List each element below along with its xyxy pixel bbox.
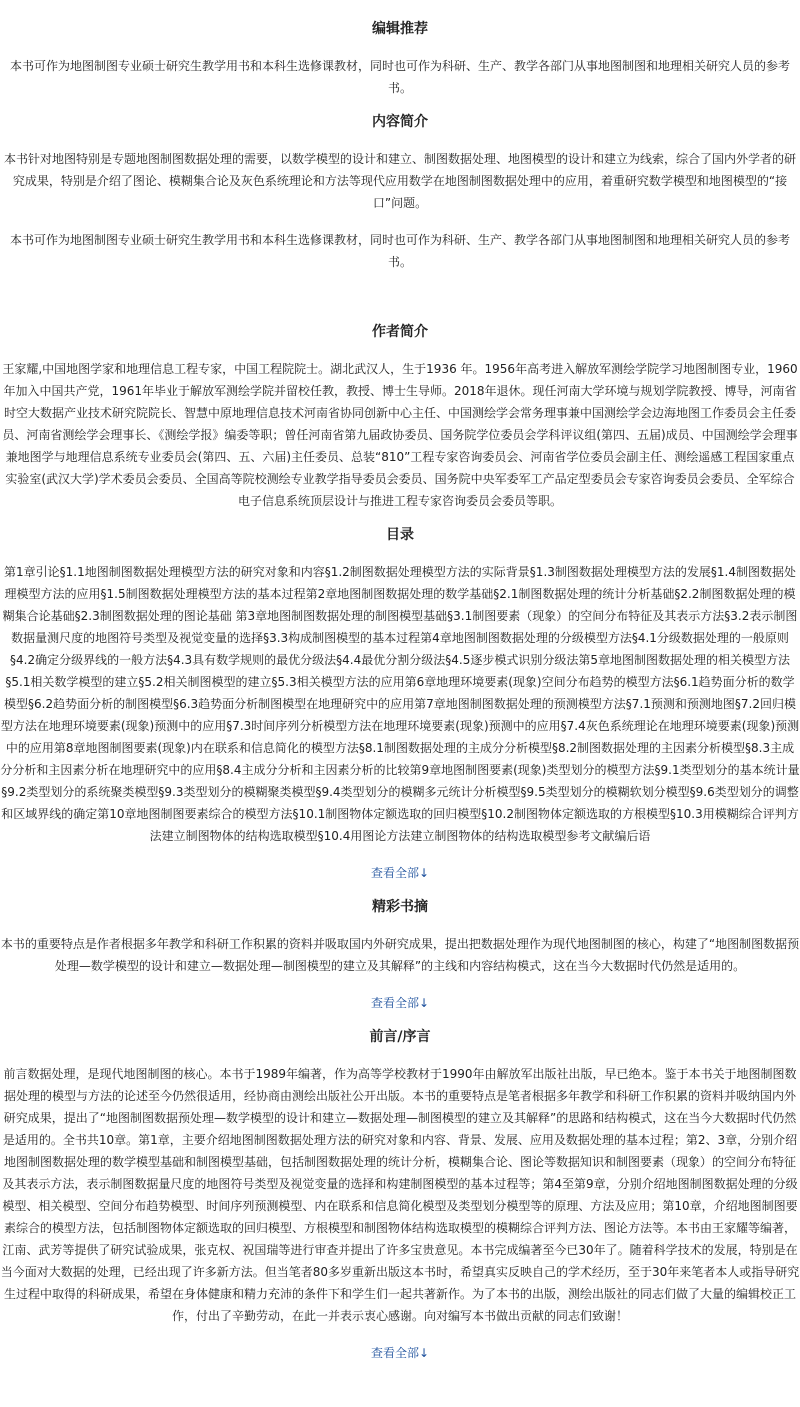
preface-section <box>0 1026 800 1364</box>
editor-recommend-title: 编辑推荐 <box>372 21 428 37</box>
content-intro-section <box>0 111 800 273</box>
table-of-contents-title: 目录 <box>386 527 414 543</box>
content-intro-title: 内容简介 <box>372 114 428 130</box>
preface-text: 前言数据处理，是现代地图制图的核心。本书于1989年编著，作为高等学校教材于1990年由解放军出版社出版，早已绝本。鉴于本书关于地图制图数据处理的模型与方法的论述至今仍然很适用，经协商由测绘出版社公开出版。本书的重要特点是笔者根据多年教学和科研工作积累的资料并吸纳国内外研究成果，提出了“地图制图数据预处理—数学模型的设计和建立—数据处理—制图模型的建立及其解释”的思路和结构模式，这在当今大数据时代仍然是适用的。全书共10章。第1章，主要介绍地图制图数据处理方法的研究对象和内容、背景、发展、应用及数据处理的基本过程；第2、3章，分别介绍地图制图数据处理的数学模型基础和制图模型基础，包括制图数据处理的统计分析，模糊集合论、图论等数据知识和制图要素（现象）的空间分布特征及其表示方法，表示制图数据量尺度的地图符号类型及视觉变量的选择和构建制图模型的基本过程等；第4至第9章，分别介绍地图制图数据处理的分级模型、相关模型、空间分布趋势模型、时间序列预测模型、内在联系和信息简化模型及类型划分模型等的原理、方法及应用；第10章，介绍地图制图要素综合的模型方法，包括制图物体定额选取的回归模型、方根模型和制图物体结构选取模型的模糊综合评判方法、图论方法等。本书由王家耀等编著，江南、武芳等提供了研究试验成果，张克权、祝国瑞等进行审查并提出了许多宝贵意见。本书完成编著至今已30年了。随着科学技术的发展，特别是在当今面对大数据的处理，已经出现了许多新方法。但当笔者80多岁重新出版这本书时，希望真实反映自己的学术经历，至于30年来笔者本人或指导研究生过程中取得的科研成果，希望在身体健康和精力充沛的条件下和学生们一起共著新作。为了本书的出版，测绘出版社的同志们做了大量的编辑校正工作，付出了辛勤劳动，在此一并表示衷心感谢。向对编写本书做出贡献的同志们致谢！ <box>0 1067 800 1323</box>
toc-view-all-link[interactable]: 查看全部↓ <box>370 866 430 880</box>
author-intro-section <box>0 321 800 512</box>
table-of-contents-section <box>0 524 800 884</box>
author-intro-text: 王家耀,中国地图学家和地理信息工程专家，中国工程院院士。湖北武汉人，生于1936 年。1956年高考进入解放军测绘学院学习地图制图专业，1960年加入中国共产党，1961年毕业于解放军测绘学院并留校任教，教授、博士生导师。2018年退休。现任河南大学环境与规划学院教授、博导，河南省时空大数据产业技术研究院院长、智慧中原地理信息技术河南省协同创新中心主任、中国测绘学会常务理事兼中国测绘学会边海地图工作委员会主任委员、河南省测绘学会理事长、《测绘学报》编委等职；曾任河南省第九届政协委员、国务院学位委员会学科评议组(第四、五届)成员、中国测绘学会理事兼地图学与地理信息系统专业委员会(第四、五、六届)主任委员、总装“810”工程专家咨询委员会、河南省学位委员会副主任、测绘遥感工程国家重点实验室(武汉大学)学术委员会委员、全国高等院校测绘专业教学指导委员会委员、国务院中央军委军工产品定型委员会专家咨询委员会委员、全军综合电子信息系统顶层设计与推进工程专家咨询委员会委员等职。 <box>2 362 798 508</box>
editor-recommend-text: 本书可作为地图制图专业硕士研究生教学用书和本科生选修课教材，同时也可作为科研、生产、教学各部门从事地图制图和地理相关研究人员的参考书。 <box>9 59 790 95</box>
author-intro-title: 作者简介 <box>372 324 428 340</box>
excerpt-view-all-link[interactable]: 查看全部↓ <box>370 996 430 1010</box>
table-of-contents-text: 第1章引论§1.1地图制图数据处理模型方法的研究对象和内容§1.2制图数据处理模型方法的实际背景§1.3制图数据处理模型方法的发展§1.4制图数据处理模型方法的应用§1.5制图数据处理模型方法的基本过程第2章地图制图数据处理的数学基础§2.1制图数据处理的统计分析基础§2.2制图数据处理的模糊集合论基础§2.3制图数据处理的图论基础 第3章地图制图数据处理的制图模型基础§3.1制图要素（现象）的空间分布特征及其表示方法§3.2表示制图数据量测尺度的地图符号类型及视觉变量的选择§3.3构成制图模型的基本过程第4章地图制图数据处理的分级模型方法§4.1分级数据处理的一般原则§4.2确定分级界线的一般方法§4.3具有数学规则的最优分级法§4.4最优分割分级法§4.5逐步模式识别分级法第5章地图制图数据处理的相关模型方法§5.1相关数学模型的建立§5.2相关制图模型的建立§5.3相关模型方法的应用第6章地理环境要素(现象)空间分布趋势的模型方法§6.1趋势面分析的数学模型§6.2趋势面分析的制图模型§6.3趋势面分析制图模型在地理研究中的应用第7章地图制图数据处理的预测模型方法§7.1预测和预测地图§7.2回归模型方法在地理环境要素(现象)预测中的应用§7.3时间序列分析模型方法在地理环境要素(现象)预测中的应用§7.4灰色系统理论在地理环境要素(现象)预测中的应用第8章地图制图要素(现象)内在联系和信息简化的模型方法§8.1制图数据处理的主成分分析模型§8.2制图数据处理的主因素分析模型§8.3主成分分析和主因素分析在地理研究中的应用§8.4主成分分析和主因素分析的比较第9章地图制图要素(现象)类型划分的模型方法§9.1类型划分的基本统计量§9.2类型划分的系统聚类模型§9.3类型划分的模糊聚类模型§9.4类型划分的模糊多元统计分析模型§9.5类型划分的模糊软划分模型§9.6类型划分的调整和区域界线的确定第10章地图制图要素综合的模型方法§10.1制图物体定额选取的回归模型§10.2制图物体定额选取的方根模型§10.3用模糊综合评判方法建立制图物体的结构选取模型§10.4用图论方法建立制图物体的结构选取模型参考文献编后语 <box>0 565 800 843</box>
editor-recommend-section <box>0 0 800 99</box>
content-intro-paragraph-1: 本书针对地图特别是专题地图制图数据处理的需要，以数学模型的设计和建立、制图数据处理、地图模型的设计和建立为线索，综合了国内外学者的研究成果，特别是介绍了图论、模糊集合论及灰色系统理论和方法等现代应用数学在地图制图数据处理中的应用，着重研究数学模型和地图模型的“接口”问题。 <box>3 152 796 210</box>
book-excerpt-title: 精彩书摘 <box>372 899 428 915</box>
book-excerpt-text: 本书的重要特点是作者根据多年教学和科研工作积累的资料并吸取国内外研究成果，提出把数据处理作为现代地图制图的核心，构建了“地图制图数据预处理—数学模型的设计和建立—数据处理—制图模型的建立及其解释”的主线和内容结构模式，这在当今大数据时代仍然是适用的。 <box>0 937 800 973</box>
preface-title: 前言/序言 <box>369 1029 431 1045</box>
book-excerpt-section <box>0 896 800 1014</box>
preface-view-all-link[interactable]: 查看全部↓ <box>370 1346 430 1360</box>
content-intro-paragraph-2: 本书可作为地图制图专业硕士研究生教学用书和本科生选修课教材，同时也可作为科研、生产、教学各部门从事地图制图和地理相关研究人员的参考书。 <box>9 233 790 269</box>
